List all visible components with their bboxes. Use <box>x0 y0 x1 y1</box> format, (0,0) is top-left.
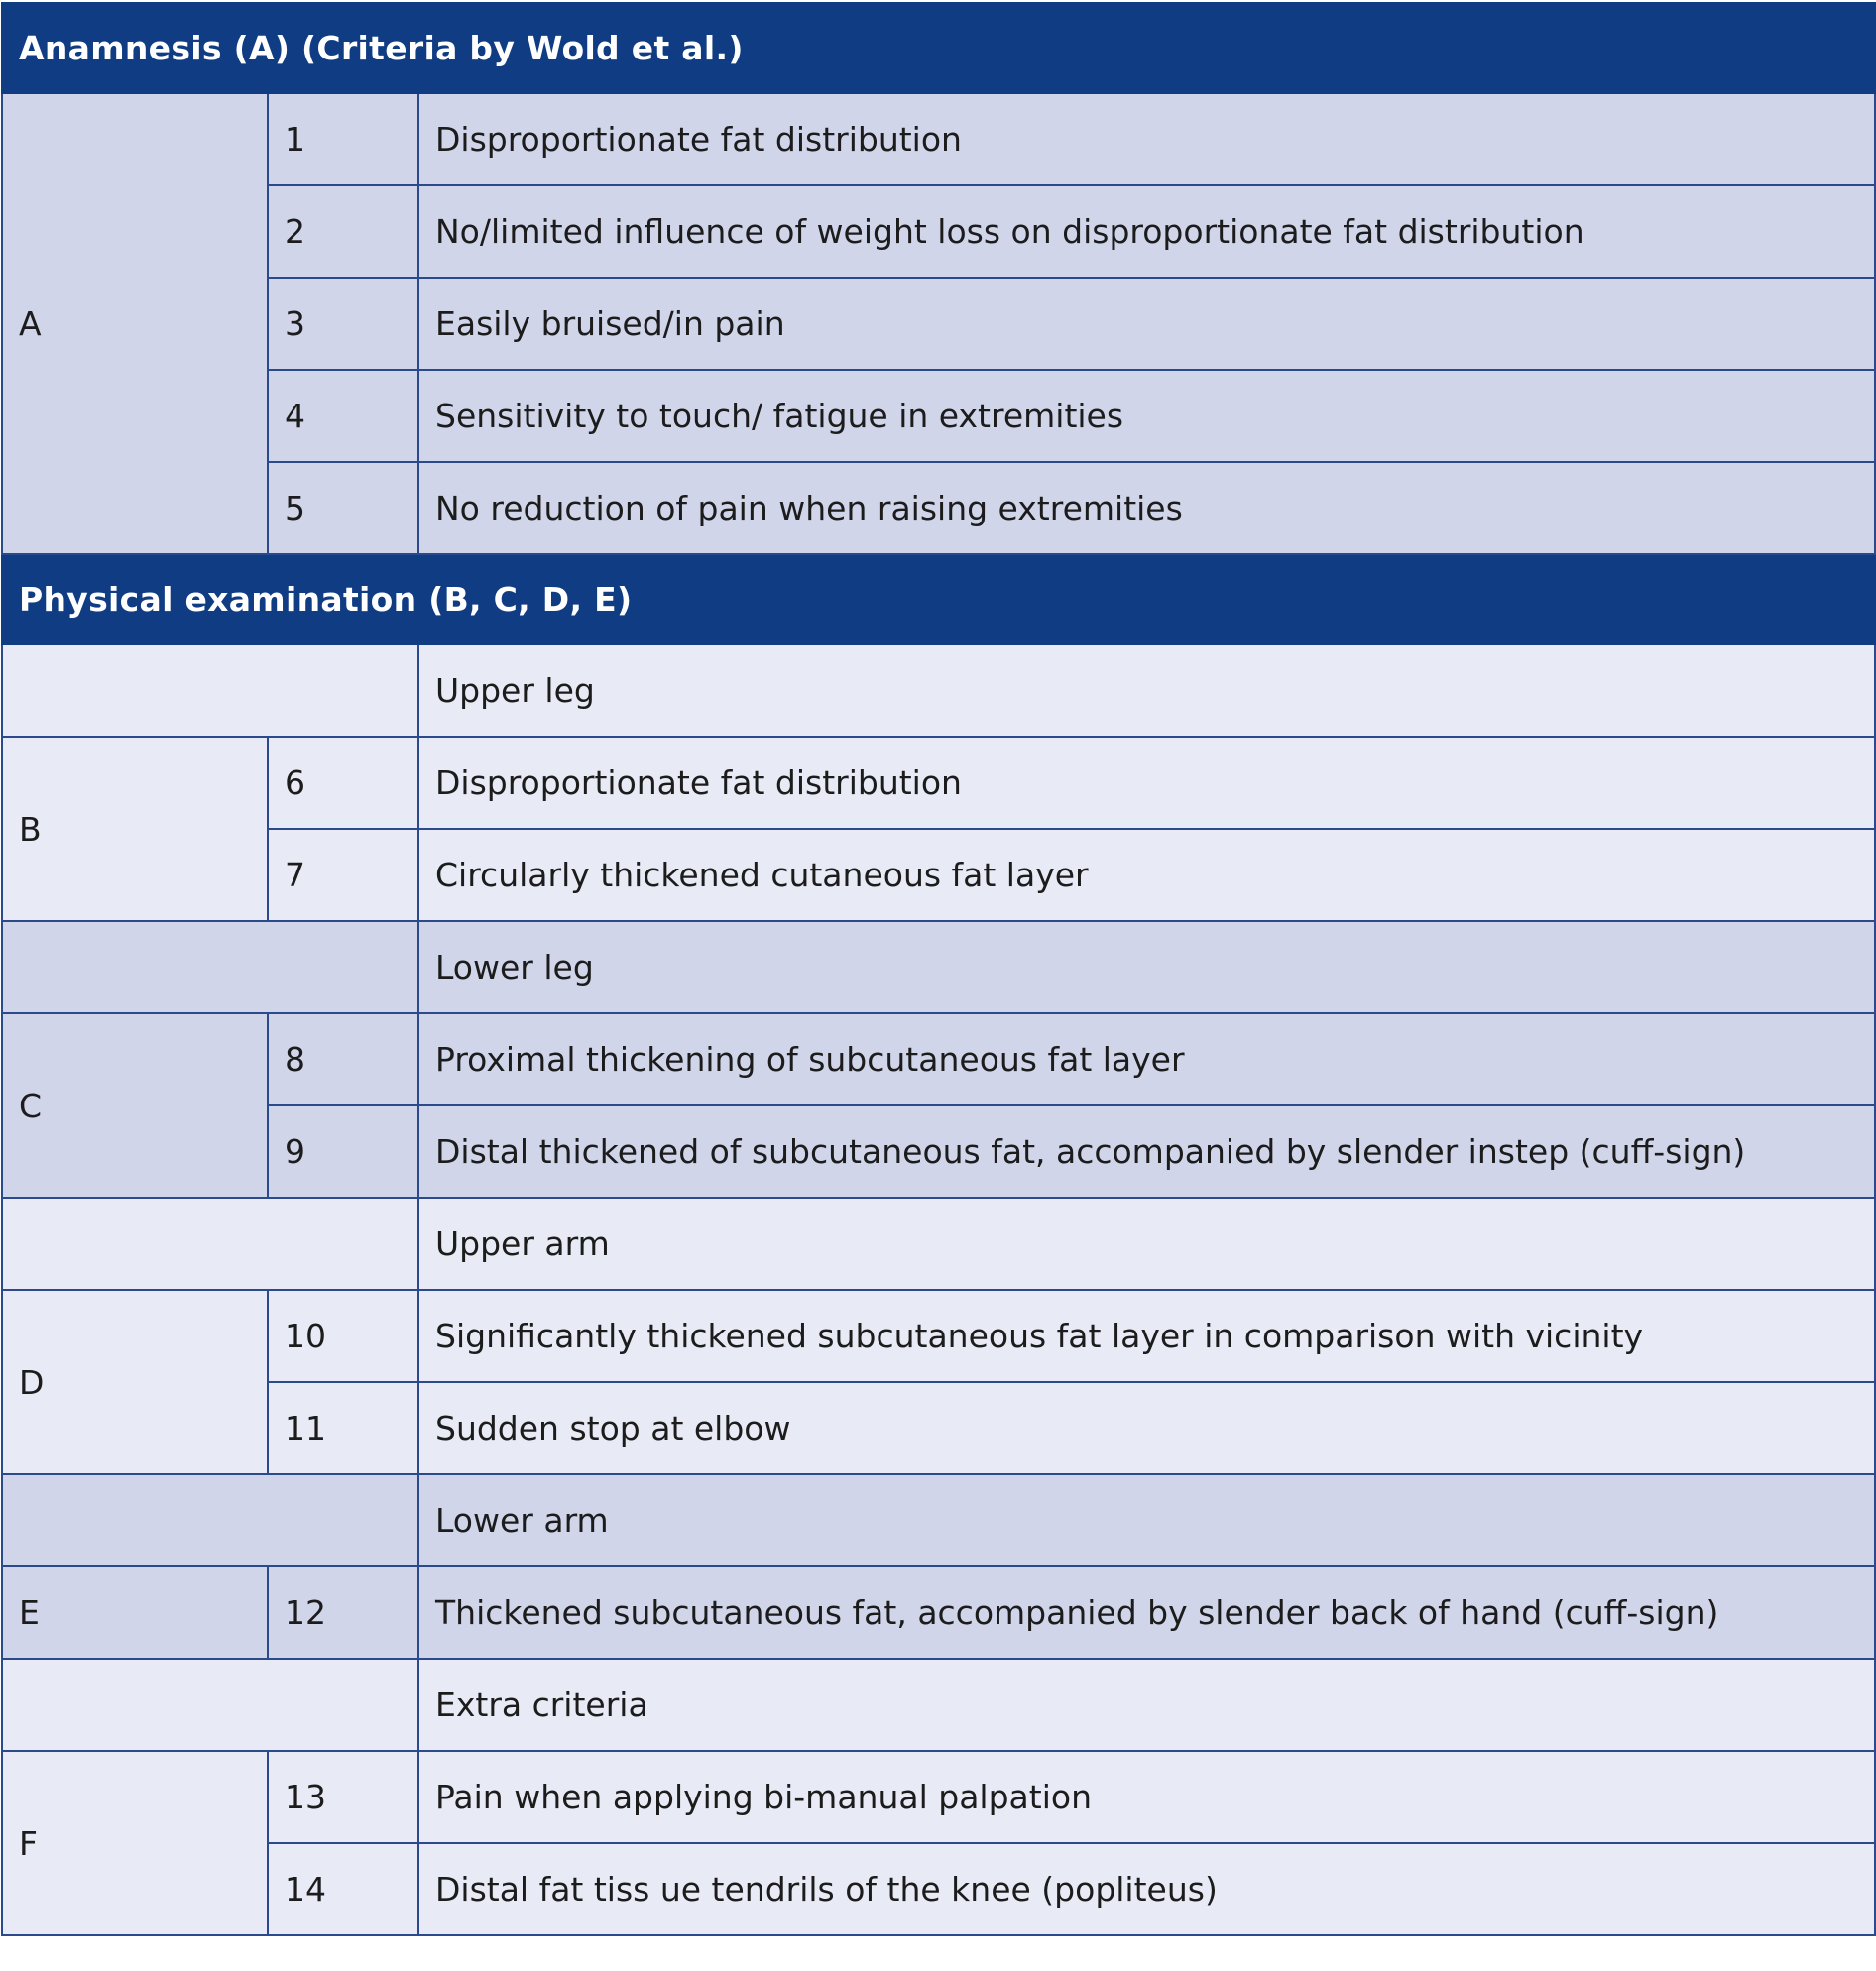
criterion-text: Thickened subcutaneous fat, accompanied by slender back of hand (cuff-sign) <box>418 1566 1875 1659</box>
criterion-row <box>2 1382 1875 1474</box>
criterion-number: 14 <box>268 1843 418 1935</box>
criterion-row <box>2 462 1875 554</box>
criterion-text: Proximal thickening of subcutaneous fat layer <box>418 1013 1875 1105</box>
group-letter: D <box>2 1290 268 1474</box>
criterion-row <box>2 370 1875 462</box>
group-letter: C <box>2 1013 268 1198</box>
subheading-spacer-cell <box>2 644 418 737</box>
criterion-text: Circularly thickened cutaneous fat layer <box>418 829 1875 921</box>
criterion-row <box>2 737 1875 829</box>
subheading-label: Lower arm <box>418 1474 1875 1566</box>
group-letter: E <box>2 1566 268 1659</box>
criterion-number: 3 <box>268 278 418 370</box>
subheading-label: Upper leg <box>418 644 1875 737</box>
criterion-text: Sensitivity to touch/ fatigue in extremities <box>418 370 1875 462</box>
subheading-label: Lower leg <box>418 921 1875 1013</box>
criterion-number: 2 <box>268 185 418 278</box>
criterion-number: 7 <box>268 829 418 921</box>
subheading-row <box>2 1474 1875 1566</box>
criterion-row <box>2 1290 1875 1382</box>
criterion-row <box>2 1751 1875 1843</box>
section-title: Anamnesis (A) (Criteria by Wold et al.) <box>2 3 1875 93</box>
subheading-row <box>2 921 1875 1013</box>
criterion-row <box>2 829 1875 921</box>
criterion-number: 13 <box>268 1751 418 1843</box>
group-letter: F <box>2 1751 268 1935</box>
criterion-number: 9 <box>268 1105 418 1198</box>
criterion-number: 6 <box>268 737 418 829</box>
criterion-number: 12 <box>268 1566 418 1659</box>
group-letter: A <box>2 93 268 554</box>
subheading-row <box>2 644 1875 737</box>
criterion-row <box>2 1013 1875 1105</box>
subheading-row <box>2 1198 1875 1290</box>
criterion-text: Disproportionate fat distribution <box>418 737 1875 829</box>
group-letter: B <box>2 737 268 921</box>
criteria-table <box>1 2 1876 1936</box>
section-title: Physical examination (B, C, D, E) <box>2 554 1875 644</box>
criterion-number: 4 <box>268 370 418 462</box>
subheading-row <box>2 1659 1875 1751</box>
criterion-number: 10 <box>268 1290 418 1382</box>
criterion-row <box>2 185 1875 278</box>
criterion-text: No/limited influence of weight loss on disproportionate fat distribution <box>418 185 1875 278</box>
criterion-text: No reduction of pain when raising extremities <box>418 462 1875 554</box>
subheading-label: Extra criteria <box>418 1659 1875 1751</box>
criterion-text: Significantly thickened subcutaneous fat layer in comparison with vicinity <box>418 1290 1875 1382</box>
subheading-spacer-cell <box>2 1659 418 1751</box>
criterion-text: Pain when applying bi-manual palpation <box>418 1751 1875 1843</box>
section-header-row <box>2 554 1875 644</box>
criterion-row <box>2 1105 1875 1198</box>
criterion-row <box>2 93 1875 185</box>
criterion-row <box>2 1566 1875 1659</box>
criterion-number: 1 <box>268 93 418 185</box>
criterion-text: Distal thickened of subcutaneous fat, accompanied by slender instep (cuff-sign) <box>418 1105 1875 1198</box>
criteria-table-body <box>2 3 1875 1935</box>
subheading-spacer-cell <box>2 1198 418 1290</box>
section-header-row <box>2 3 1875 93</box>
criterion-text: Easily bruised/in pain <box>418 278 1875 370</box>
criterion-row <box>2 1843 1875 1935</box>
criterion-number: 11 <box>268 1382 418 1474</box>
criterion-row <box>2 278 1875 370</box>
criterion-number: 8 <box>268 1013 418 1105</box>
subheading-label: Upper arm <box>418 1198 1875 1290</box>
subheading-spacer-cell <box>2 921 418 1013</box>
criterion-text: Sudden stop at elbow <box>418 1382 1875 1474</box>
criterion-number: 5 <box>268 462 418 554</box>
criterion-text: Distal fat tiss ue tendrils of the knee (popliteus) <box>418 1843 1875 1935</box>
criterion-text: Disproportionate fat distribution <box>418 93 1875 185</box>
subheading-spacer-cell <box>2 1474 418 1566</box>
